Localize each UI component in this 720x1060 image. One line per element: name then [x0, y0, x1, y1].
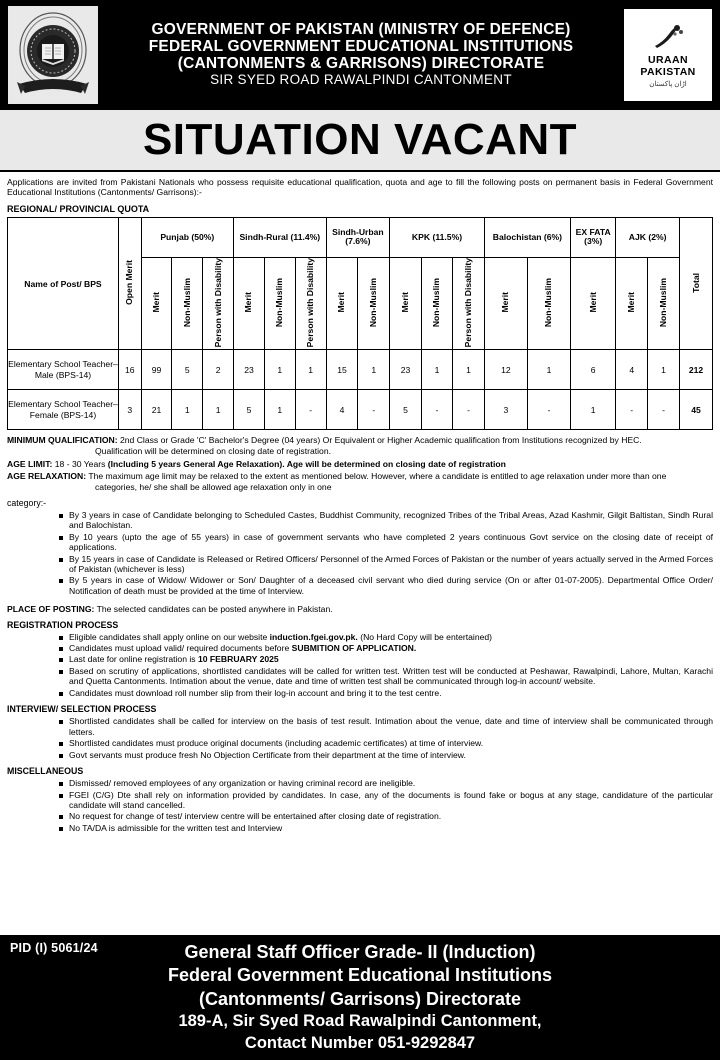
list-item: By 15 years in case of Candidate is Released or Retired Officers/ Personnel of the Armed Forces of Pakistan or the number of years actually served in the Armed Forces of Pakistan (whichever is less): [59, 554, 713, 575]
cell-sindh-urban-merit: 4: [326, 390, 358, 430]
age-limit-label: AGE LIMIT:: [7, 458, 53, 469]
quota-table-head: [8, 217, 713, 349]
footer-line-3: (Cantonments/ Garrisons) Directorate: [198, 988, 522, 1009]
age-limit-bold: (Including 5 years General Age Relaxation). Age will be determined on closing date of registration: [107, 458, 506, 469]
minimum-qualification-label: MINIMUM QUALIFICATION:: [7, 435, 118, 446]
quota-table-body: [8, 350, 713, 430]
cell-kpk-pwd: -: [453, 390, 485, 430]
minimum-qualification-text: 2nd Class or Grade 'C' Bachelor's Degree (04 years) Or Equivalent or Higher Academic qualification from Institutions recognized by HEC.: [119, 435, 642, 446]
cell-kpk-merit: 5: [390, 390, 422, 430]
group-header-punjab: Punjab (50%): [141, 217, 233, 257]
miscellaneous-heading: MISCELLANEOUS: [7, 766, 84, 777]
minimum-qualification-text-2: Qualification will be determined on closing date of registration.: [95, 445, 331, 456]
registration-b2-pre: Candidates must upload valid/ required documents before: [69, 643, 292, 654]
col-header-sindh-rural-merit: Merit: [234, 257, 265, 349]
uraan-label-line-1: URAAN: [648, 54, 688, 66]
list-item: Dismissed/ removed employees of any organization or having criminal record are ineligible.: [59, 778, 713, 789]
cell-kpk-pwd: 1: [453, 350, 485, 390]
registration-deadline-date: 10 FEBRUARY 2025: [197, 654, 279, 665]
col-header-kpk-person-with-disability: Person with Disability: [453, 257, 485, 349]
place-of-posting-text: The selected candidates can be posted anywhere in Pakistan.: [96, 603, 333, 614]
cell-sindh-rural-merit: 23: [234, 350, 265, 390]
uraan-bird-icon: [651, 22, 685, 52]
cell-sindh-rural-pwd: 1: [295, 350, 326, 390]
cell-ajk-non-muslim: -: [648, 390, 680, 430]
cell-punjab-non-muslim: 5: [172, 350, 203, 390]
masthead-line-2: FEDERAL GOVERNMENT EDUCATIONAL INSTITUTIONS: [148, 37, 574, 55]
cell-sindh-rural-pwd: -: [295, 390, 326, 430]
cell-balochistan-non-muslim: -: [527, 390, 570, 430]
cell-ex-fata-merit: 1: [571, 390, 616, 430]
group-header-sindh-urban: Sindh-Urban (7.6%): [326, 217, 390, 257]
col-header-total: Total: [679, 217, 712, 349]
row-post-name: Elementary School Teacher– Female (BPS-14): [8, 390, 119, 430]
col-header-punjab-person-with-disability: Person with Disability: [203, 257, 234, 349]
col-header-balochistan-merit: Merit: [484, 257, 527, 349]
minimum-qualification-block: [7, 435, 713, 456]
cell-punjab-merit: 21: [141, 390, 172, 430]
age-relaxation-block: [7, 471, 713, 492]
cell-punjab-pwd: 1: [203, 390, 234, 430]
place-of-posting-label: PLACE OF POSTING:: [7, 603, 95, 614]
list-item: By 5 years in case of Widow/ Widower or Son/ Daughter of a deceased civil servant who died during service (On or after 01-07-2005). Departmental Office Order/ Notification of death must be provided at the time of Interview.: [59, 575, 713, 596]
miscellaneous-bullets: [59, 778, 713, 833]
cell-total: 212: [679, 350, 712, 390]
list-item: Shortlisted candidates shall be called for interview on the basis of test result. Intimation about the venue, date and time of interview shall be communicated through letters.: [59, 716, 713, 737]
situation-vacant-banner: [0, 110, 720, 172]
interview-process-bullets: [59, 716, 713, 760]
list-item: [59, 632, 713, 643]
registration-website-link[interactable]: induction.fgei.gov.pk.: [269, 631, 358, 642]
group-header-kpk: KPK (11.5%): [390, 217, 485, 257]
cell-kpk-non-muslim: 1: [421, 350, 453, 390]
intro-paragraph: Applications are invited from Pakistani Nationals who possess requisite educational qualification, quota and age to fill the following posts on permanent basis in Federal Government Educational Institutions (Cantonments/ Garrisons):-: [7, 177, 713, 198]
registration-b1-post: (No Hard Copy will be entertained): [357, 631, 493, 642]
col-header-kpk-merit: Merit: [390, 257, 422, 349]
table-row: [8, 390, 713, 430]
masthead-titles: [98, 22, 624, 88]
fgei-crest-logo: [8, 6, 98, 104]
age-limit-plain: 18 - 30 Years: [54, 458, 106, 469]
age-relaxation-bullets: [59, 510, 713, 597]
age-relaxation-label: AGE RELAXATION:: [7, 471, 87, 482]
cell-ex-fata-merit: 6: [571, 350, 616, 390]
col-header-name-of-post: Name of Post/ BPS: [8, 217, 119, 349]
cell-kpk-non-muslim: -: [421, 390, 453, 430]
col-header-sindh-urban-non-muslim: Non-Muslim: [358, 257, 390, 349]
registration-process-bullets: [59, 632, 713, 698]
cell-balochistan-merit: 3: [484, 390, 527, 430]
age-limit-block: [7, 459, 713, 470]
pid-number: PID (I) 5061/24: [10, 941, 98, 955]
cell-ajk-merit: 4: [616, 350, 648, 390]
col-header-sindh-urban-merit: Merit: [326, 257, 358, 349]
table-row: [8, 350, 713, 390]
place-of-posting-block: [7, 604, 713, 614]
cell-balochistan-merit: 12: [484, 350, 527, 390]
age-relaxation-text-2: categories, he/ she shall be allowed age relaxation only in one: [95, 481, 332, 492]
cell-sindh-rural-non-muslim: 1: [264, 390, 295, 430]
quota-table: [7, 217, 713, 430]
cell-sindh-urban-non-muslim: -: [358, 390, 390, 430]
row-post-name: Elementary School Teacher– Male (BPS-14): [8, 350, 119, 390]
col-header-ex-fata-merit: Merit: [571, 257, 616, 349]
fgei-crest-icon: [11, 8, 95, 102]
masthead-line-4: SIR SYED ROAD RAWALPINDI CANTONMENT: [210, 72, 512, 88]
footer: [0, 935, 720, 1060]
group-header-balochistan: Balochistan (6%): [484, 217, 570, 257]
list-item: Govt servants must produce fresh No Objection Certificate from their department at the time of interview.: [59, 750, 713, 761]
masthead-line-1: GOVERNMENT OF PAKISTAN (MINISTRY OF DEFENCE): [151, 21, 571, 39]
cell-open-merit: 16: [118, 350, 141, 390]
group-header-sindh-rural: Sindh-Rural (11.4%): [234, 217, 326, 257]
col-header-ajk-non-muslim: Non-Muslim: [648, 257, 680, 349]
quota-section-label: REGIONAL/ PROVINCIAL QUOTA: [7, 203, 150, 214]
list-item: By 3 years in case of Candidate belonging to Scheduled Castes, Buddhist Community, recognized Tribes of the Tribal Areas, Azad Kashmir, Gilgit Baltistan, Sindh Rural and Balochistan.: [59, 510, 713, 531]
footer-address: 189-A, Sir Syed Road Rawalpindi Cantonment,: [178, 1012, 542, 1031]
group-header-ajk: AJK (2%): [616, 217, 680, 257]
footer-line-2: Federal Government Educational Institutions: [167, 965, 553, 986]
list-item: By 10 years (upto the age of 55 years) in case of government servants who have completed 2 years continuous Govt service on the closing date of receipt of applications.: [59, 532, 713, 553]
cell-kpk-merit: 23: [390, 350, 422, 390]
list-item: Shortlisted candidates must produce original documents (including academic certificates) at time of interview.: [59, 738, 713, 749]
uraan-label-line-2: PAKISTAN: [640, 66, 696, 78]
banner-title: SITUATION VACANT: [142, 115, 578, 164]
list-item: No TA/DA is admissible for the written test and Interview: [59, 823, 713, 834]
cell-punjab-non-muslim: 1: [172, 390, 203, 430]
uraan-pakistan-logo: [624, 9, 712, 101]
group-header-ex-fata: EX FATA (3%): [571, 217, 616, 257]
cell-balochistan-non-muslim: 1: [527, 350, 570, 390]
col-header-sindh-rural-non-muslim: Non-Muslim: [264, 257, 295, 349]
masthead: [0, 0, 720, 110]
col-header-punjab-merit: Merit: [141, 257, 172, 349]
registration-b3-pre: Last date for online registration is: [69, 654, 198, 665]
registration-b2-bold: SUBMITION OF APPLICATION.: [291, 643, 417, 654]
category-word: category:-: [7, 497, 47, 508]
col-header-sindh-rural-person-with-disability: Person with Disability: [295, 257, 326, 349]
col-header-ajk-merit: Merit: [616, 257, 648, 349]
cell-open-merit: 3: [118, 390, 141, 430]
cell-punjab-merit: 99: [141, 350, 172, 390]
group-header-row: [8, 217, 713, 257]
cell-sindh-rural-merit: 5: [234, 390, 265, 430]
age-relaxation-text: The maximum age limit may be relaxed to the extent as mentioned below. However, where a candidate is entitled to age relaxation under more than one: [88, 471, 667, 482]
registration-process-heading: REGISTRATION PROCESS: [7, 619, 119, 630]
list-item: FGEI (C/G) Dte shall rely on information provided by candidates. In case, any of the documents is found fake or bogus at any stage, candidature of the particular candidate will stand cancelled.: [59, 790, 713, 811]
list-item: [59, 643, 713, 654]
cell-sindh-urban-merit: 15: [326, 350, 358, 390]
cell-sindh-urban-non-muslim: 1: [358, 350, 390, 390]
footer-line-1: General Staff Officer Grade- II (Induction): [184, 942, 536, 962]
footer-contact-block: [0, 941, 720, 1054]
cell-sindh-rural-non-muslim: 1: [264, 350, 295, 390]
col-header-open-merit: Open Merit: [118, 217, 141, 349]
list-item: Candidates must download roll number slip from their log-in account and bring it to the test centre.: [59, 688, 713, 699]
list-item: Based on scrutiny of applications, shortlisted candidates will be called for written test. Written test will be conducted at Peshawar, Rawalpindi, Lahore, Multan, Karachi and Quetta Cantonments. Intimation about the venue, date and time of written test shall be communicated through log-in account/ website.: [59, 666, 713, 687]
uraan-urdu-label: اڑان پاکستان: [649, 81, 687, 88]
footer-contact-number: Contact Number 051-9292847: [244, 1033, 476, 1052]
cell-ajk-merit: -: [616, 390, 648, 430]
cell-total: 45: [679, 390, 712, 430]
masthead-line-3: (CANTONMENTS & GARRISONS) DIRECTORATE: [177, 54, 545, 72]
registration-b1-pre: Eligible candidates shall apply online on our website: [69, 631, 270, 642]
cell-punjab-pwd: 2: [203, 350, 234, 390]
cell-ajk-non-muslim: 1: [648, 350, 680, 390]
col-header-punjab-non-muslim: Non-Muslim: [172, 257, 203, 349]
col-header-kpk-non-muslim: Non-Muslim: [421, 257, 453, 349]
advertisement-body: [0, 172, 720, 833]
list-item: No request for change of test/ interview centre will be entertained after closing date of registration.: [59, 811, 713, 822]
interview-process-heading: INTERVIEW/ SELECTION PROCESS: [7, 704, 157, 715]
col-header-balochistan-non-muslim: Non-Muslim: [527, 257, 570, 349]
list-item: [59, 654, 713, 665]
